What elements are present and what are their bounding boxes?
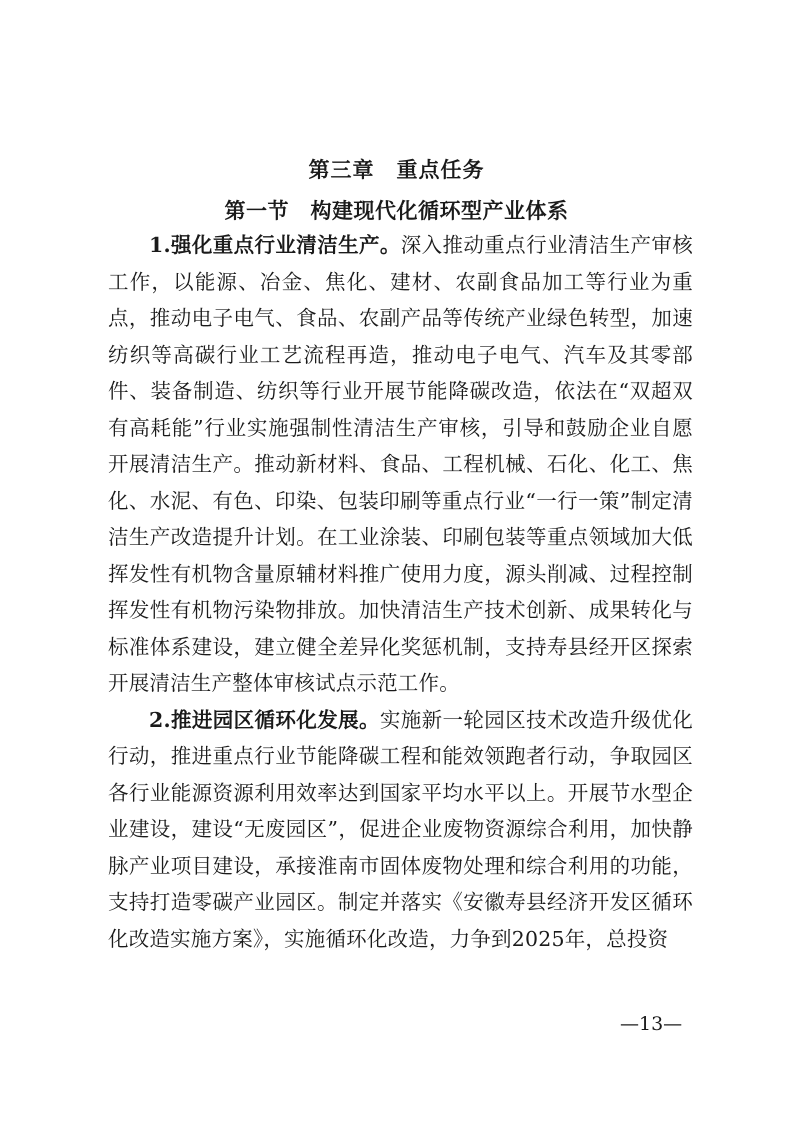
paragraph-clean-production xyxy=(108,227,693,702)
section-title: 第一节 构建现代化循环型产业体系 xyxy=(224,198,569,223)
paragraph-lead: 1.强化重点行业清洁生产。 xyxy=(149,233,401,257)
page-number: —13— xyxy=(620,1013,683,1035)
chapter-title: 第三章 重点任务 xyxy=(308,158,485,182)
paragraph-park-recycling xyxy=(108,702,693,958)
paragraph-text: 深入推动重点行业清洁生产审核工作，以能源、冶金、焦化、建材、农副食品加工等行业为重点，推动电子电气、食品、农副产品等传统产业绿色转型，加速纺织等高碳行业工艺流程再造，推动电子电气、汽车及其零部件、装备制造、纺织等行业开展节能降碳改造，依法在“双超双有高耗能”行业实施强制性清洁生产审核，引导和鼓励企业自愿开展清洁生产。推动新材料、食品、工程机械、石化、化工、焦化、水泥、有色、印染、包装印刷等重点行业“一行一策”制定清洁生产改造提升计划。在工业涂装、印刷包装等重点领域加大低挥发性有机物含量原辅材料推广使用力度，源头削减、过程控制挥发性有机物污染物排放。加快清洁生产技术创新、成果转化与标准体系建设，建立健全差异化奖惩机制，支持寿县经开区探索开展清洁生产整体审核试点示范工作。 xyxy=(108,233,693,695)
body-text xyxy=(108,227,693,957)
paragraph-text: 实施新一轮园区技术改造升级优化行动，推进重点行业节能降碳工程和能效领跑者行动，争取园区各行业能源资源利用效率达到国家平均水平以上。开展节水型企业建设，建设“无废园区”，促进企业废物资源综合利用，加快静脉产业项目建设，承接淮南市固体废物处理和综合利用的功能，支持打造零碳产业园区。制定并落实《安徽寿县经济开发区循环化改造实施方案》，实施循环化改造，力争到2025年，总投资 xyxy=(108,707,693,951)
paragraph-lead: 2.推进园区循环化发展。 xyxy=(149,707,380,732)
